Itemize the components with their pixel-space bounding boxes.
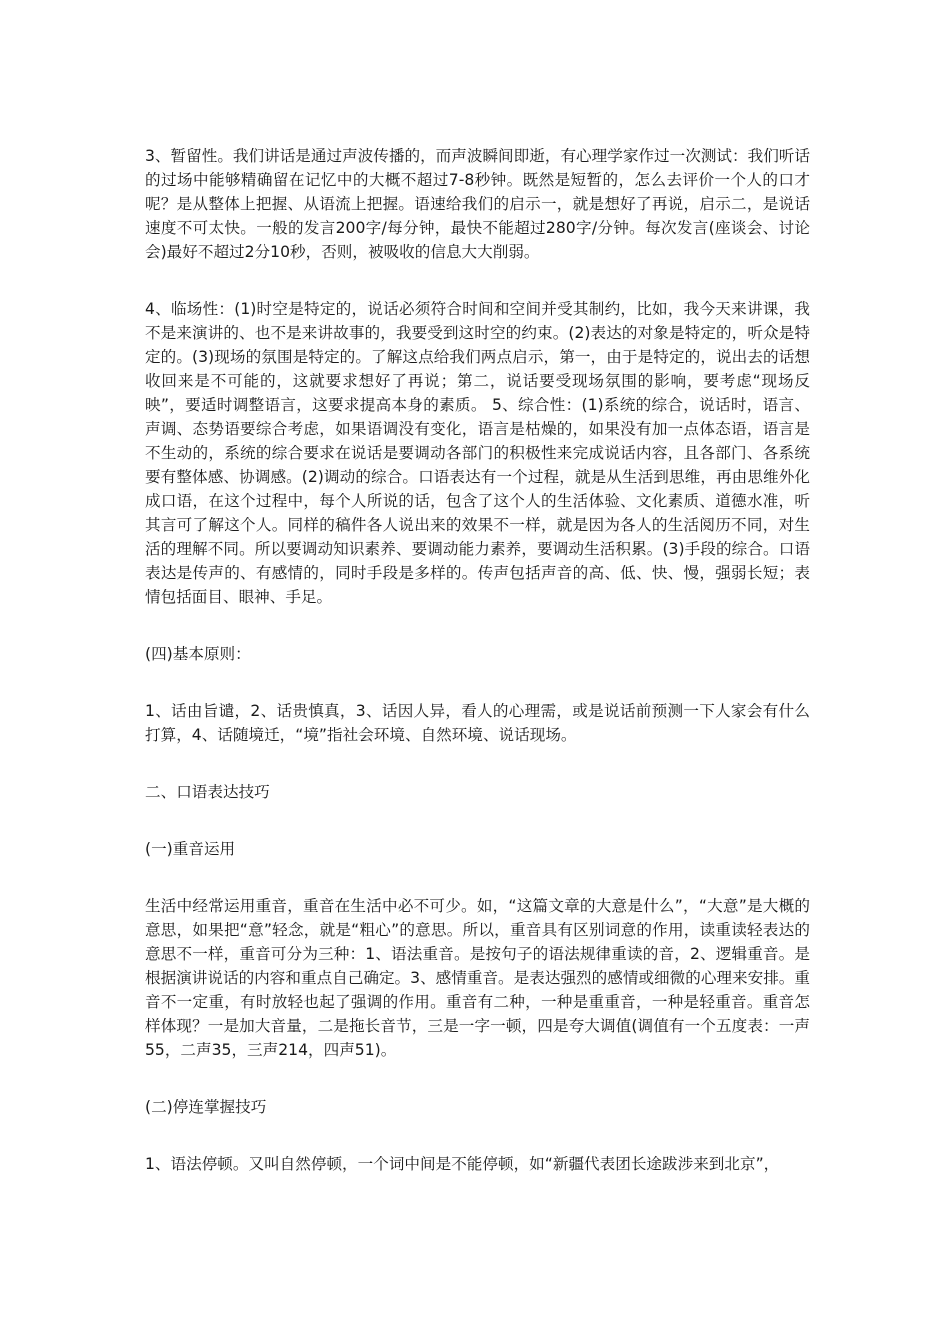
heading-oral-skills: 二、口语表达技巧 — [145, 783, 270, 801]
paragraph-stress-usage: 生活中经常运用重音，重音在生活中必不可少。如，“这篇文章的大意是什么”，“大意”是大概的意思，如果把“意”轻念，就是“粗心”的意思。所以，重音具有区别词意的作用，读重读轻表达的意思不一样，重音可分为三种：1、语法重音。是按句子的语法规律重读的音，2、逻辑重音。是根据演讲说话的内容和重点自己确定。3、感情重音。是表达强烈的感情或细微的心理来安排。重音不一定重，有时放轻也起了强调的作用。重音有二种，一种是重重音，一种是轻重音。重音怎样体现？一是加大音量，二是拖长音节，三是一字一顿，四是夸大调值(调值有一个五度表：一声55，二声35，三声214，四声51)。 — [145, 897, 810, 1059]
paragraph-principles-list: 1、话由旨谴，2、话贵慎真，3、话因人异，看人的心理需，或是说话前预测一下人家会有什么打算，4、话随境迁，“境”指社会环境、自然环境、说话现场。 — [145, 702, 810, 744]
heading-pause-connection: (二)停连掌握技巧 — [145, 1098, 267, 1116]
heading-basic-principles: (四)基本原则： — [145, 645, 251, 663]
paragraph-grammatical-pause: 1、语法停顿。又叫自然停顿，一个词中间是不能停顿，如“新疆代表团长途跋涉来到北京”， — [145, 1155, 780, 1173]
paragraph-temporary-nature: 3、暂留性。我们讲话是通过声波传播的，而声波瞬间即逝，有心理学家作过一次测试：我们听话的过场中能够精确留在记忆中的大概不超过7-8秒钟。既然是短暂的，怎么去评价一个人的口才呢？是从整体上把握、从语流上把握。语速给我们的启示一，就是想好了再说，启示二，是说话速度不可太快。一般的发言200字/每分钟，最快不能超过280字/分钟。每次发言(座谈会、讨论会)最好不超过2分10秒，否则，被吸收的信息大大削弱。 — [145, 147, 810, 261]
heading-stress-usage: (一)重音运用 — [145, 840, 236, 858]
document-body — [145, 144, 810, 1209]
paragraph-situational-nature: 4、临场性：(1)时空是特定的，说话必须符合时间和空间并受其制约，比如，我今天来讲课，我不是来演讲的、也不是来讲故事的，我要受到这时空的约束。(2)表达的对象是特定的，听众是特定的。(3)现场的氛围是特定的。了解这点给我们两点启示，第一，由于是特定的，说出去的话想收回来是不可能的，这就要求想好了再说；第二，说话要受现场氛围的影响，要考虑“现场反映”，要适时调整语言，这要求提高本身的素质。 5、综合性：(1)系统的综合，说话时，语言、声调、态势语要综合考虑，如果语调没有变化，语言是枯燥的，如果没有加一点体态语，语言是不生动的，系统的综合要求在说话是要调动各部门的积极性来完成说话内容，且各部门、各系统要有整体感、协调感。(2)调动的综合。口语表达有一个过程，就是从生活到思维，再由思维外化成口语，在这个过程中，每个人所说的话，包含了这个人的生活体验、文化素质、道德水准，听其言可了解这个人。同样的稿件各人说出来的效果不一样，就是因为各人的生活阅历不同，对生活的理解不同。所以要调动知识素养、要调动能力素养，要调动生活积累。(3)手段的综合。口语表达是传声的、有感情的，同时手段是多样的。传声包括声音的高、低、快、慢，强弱长短；表情包括面目、眼神、手足。 — [145, 300, 810, 606]
